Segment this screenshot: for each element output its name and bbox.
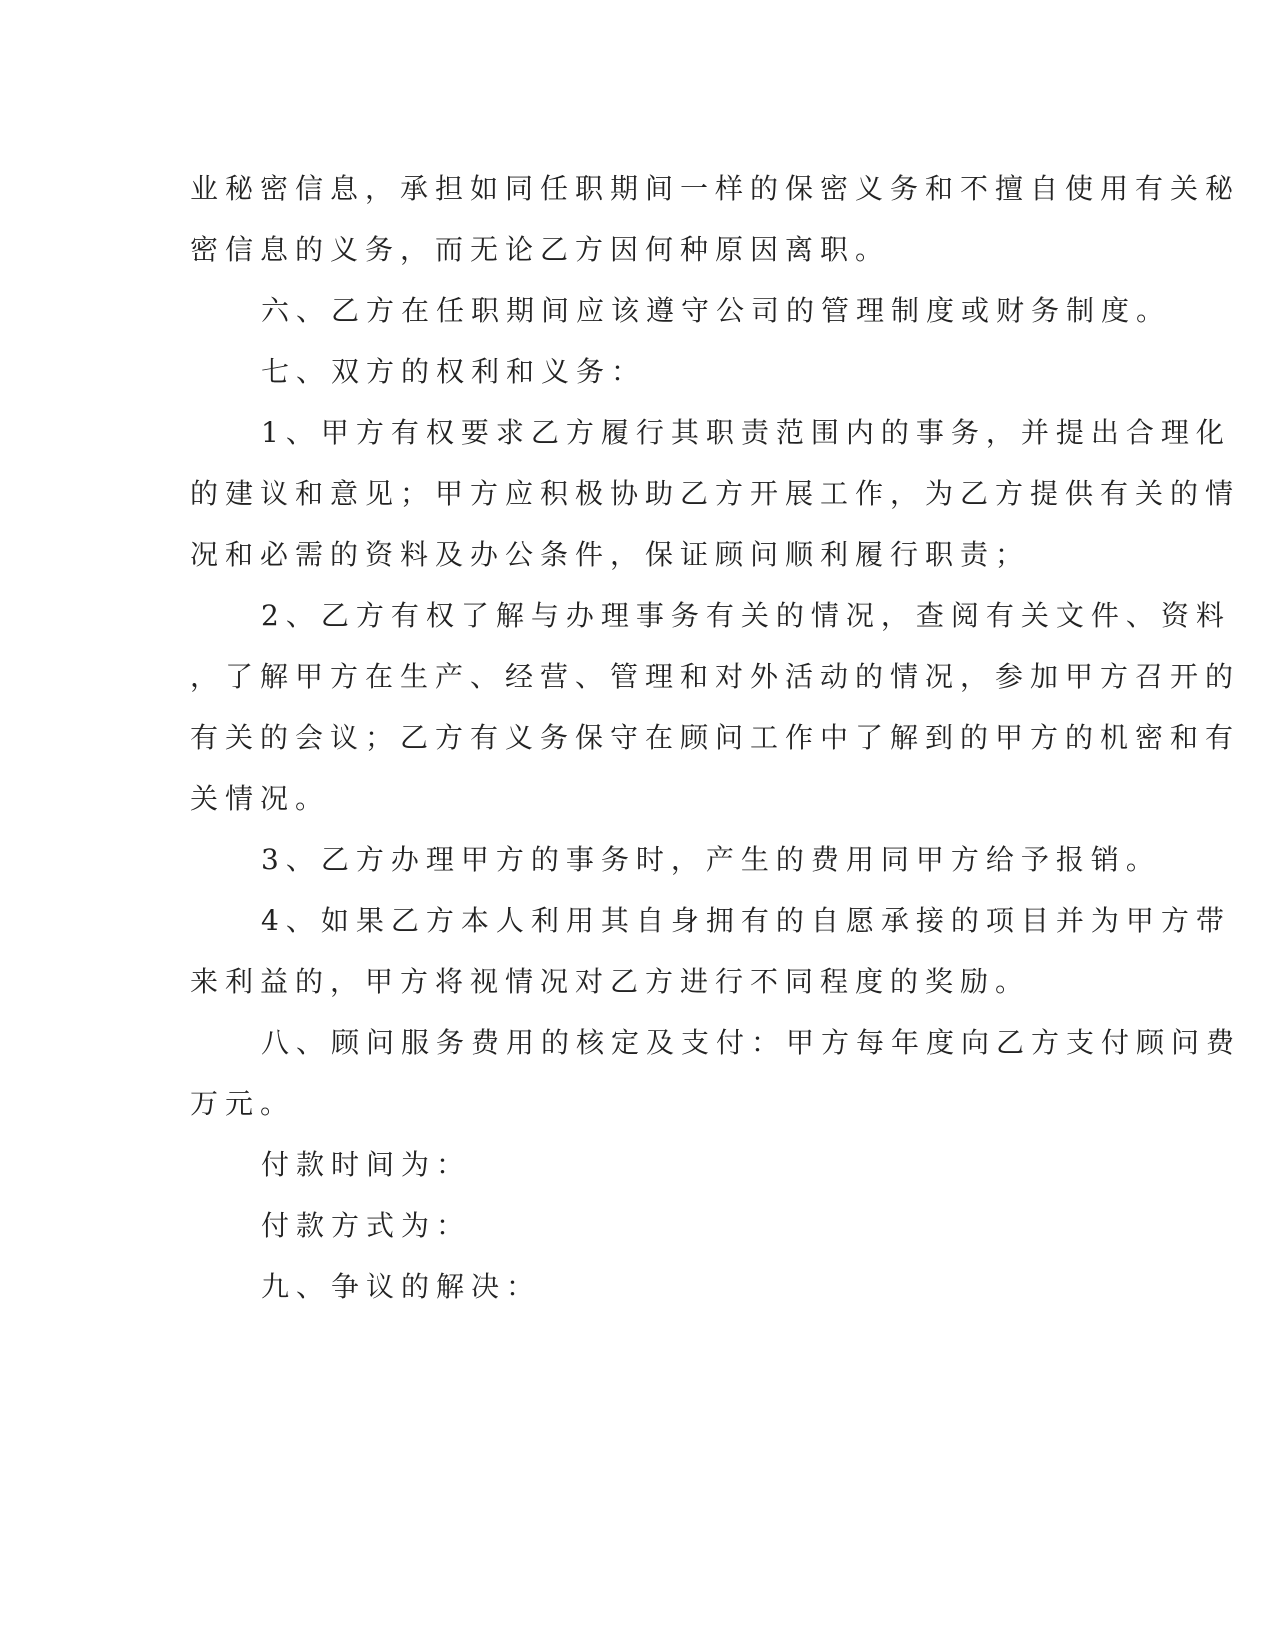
clause-six: 六、乙方在任职期间应该遵守公司的管理制度或财务制度。 <box>261 294 1172 327</box>
text-line: 业秘密信息，承担如同任职期间一样的保密义务和不擅自使用有关秘 <box>190 172 1241 205</box>
text-line: 密信息的义务，而无论乙方因何种原因离职。 <box>190 233 891 266</box>
clause-seven-heading: 七、双方的权利和义务： <box>261 355 647 388</box>
item-3-line: 3、乙方办理甲方的事务时，产生的费用同甲方给予报销。 <box>261 843 1161 876</box>
text-line: 来利益的，甲方将视情况对乙方进行不同程度的奖励。 <box>190 965 1031 998</box>
item-2-line: 2、乙方有权了解与办理事务有关的情况，查阅有关文件、资料 <box>261 599 1231 632</box>
text-line: 万元。 <box>190 1087 296 1120</box>
text-line: 的建议和意见；甲方应积极协助乙方开展工作，为乙方提供有关的情 <box>190 477 1241 510</box>
text-line: 有关的会议；乙方有义务保守在顾问工作中了解到的甲方的机密和有 <box>190 721 1241 754</box>
clause-nine-heading: 九、争议的解决： <box>261 1270 542 1303</box>
text-line: 关情况。 <box>190 782 331 815</box>
document-body <box>190 158 1242 1317</box>
item-4-line: 4、如果乙方本人利用其自身拥有的自愿承接的项目并为甲方带 <box>261 904 1231 937</box>
clause-eight: 八、顾问服务费用的核定及支付：甲方每年度向乙方支付顾问费 <box>261 1026 1242 1059</box>
text-line: 况和必需的资料及办公条件，保证顾问顺利履行职责； <box>190 538 1031 571</box>
payment-time-label: 付款时间为： <box>261 1148 472 1181</box>
text-line: ，了解甲方在生产、经营、管理和对外活动的情况，参加甲方召开的 <box>190 660 1241 693</box>
payment-method-label: 付款方式为： <box>261 1209 472 1242</box>
item-1-line: 1、甲方有权要求乙方履行其职责范围内的事务，并提出合理化 <box>261 416 1231 449</box>
